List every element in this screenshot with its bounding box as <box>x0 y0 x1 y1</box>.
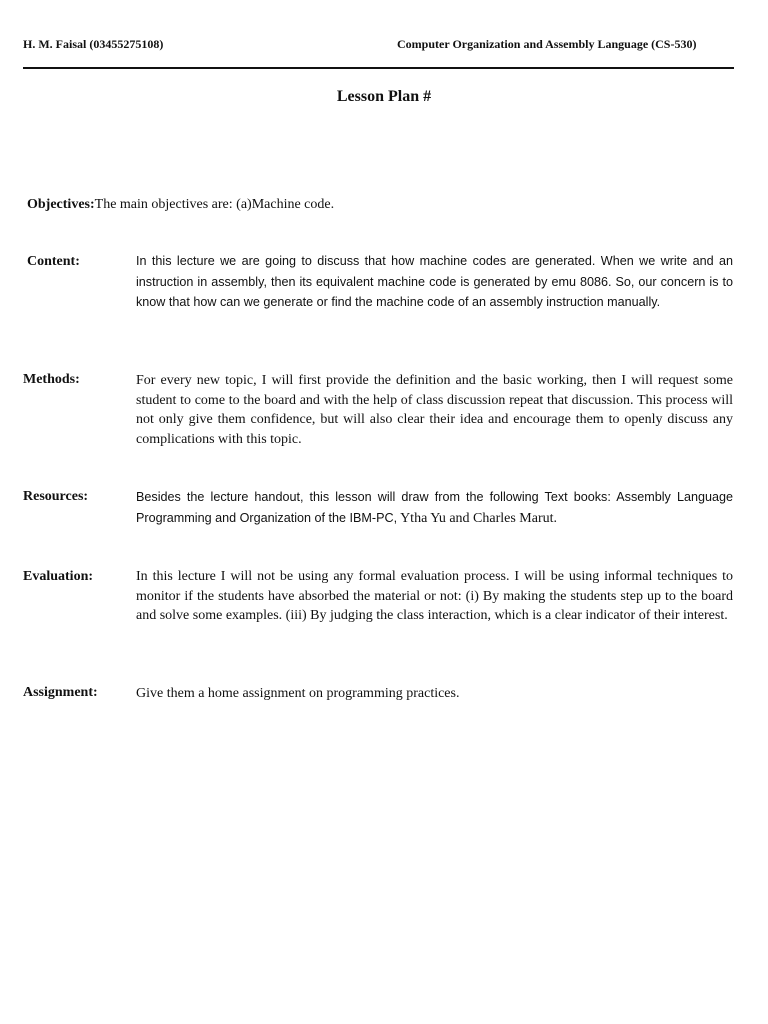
objectives-line <box>27 197 334 213</box>
assignment-label: Assignment: <box>23 685 98 700</box>
resources-text <box>136 487 733 528</box>
resources-text-authors: Ytha Yu and Charles Marut. <box>397 510 558 526</box>
methods-text: For every new topic, I will first provide the definition and the basic working, then I will request some student to come to the board and with the help of class discussion repeat that discussion. This process will not only give them confidence, but will also clear their idea and encourage them to openly discuss any complications with this topic. <box>136 373 733 447</box>
resources-label: Resources: <box>23 489 89 504</box>
objectives-text: The main objectives are: (a)Machine code. <box>94 197 335 212</box>
resources-text-main: Besides the lecture handout, this lesson will draw from the following Text books: Assembly Language Programming and Organization of the IBM-PC, <box>136 490 733 525</box>
header-divider <box>23 67 734 69</box>
assignment-text: Give them a home assignment on programming practices. <box>136 686 460 701</box>
evaluation-label: Evaluation: <box>23 569 94 584</box>
objectives-label: Objectives: <box>27 197 95 212</box>
content-text: In this lecture we are going to discuss that how machine codes are generated. When we write and an instruction in assembly, then its equivalent machine code is generated by emu 8086. So, our concern is to know that how can we generate or find the machine code of an assembly instruction manually. <box>136 254 733 309</box>
header-author: H. M. Faisal (03455275108) <box>23 37 164 51</box>
evaluation-text: In this lecture I will not be using any formal evaluation process. I will be using informal techniques to monitor if the students have absorbed the material or not: (i) By making the students step up to the board and solve some examples. (iii) By judging the class interaction, which is a clear indicator of their interest. <box>136 569 733 623</box>
methods-label: Methods: <box>23 372 80 387</box>
header-course: Computer Organization and Assembly Language (CS-530) <box>397 37 697 51</box>
content-label: Content: <box>27 254 80 269</box>
page-title: Lesson Plan # <box>336 88 432 105</box>
